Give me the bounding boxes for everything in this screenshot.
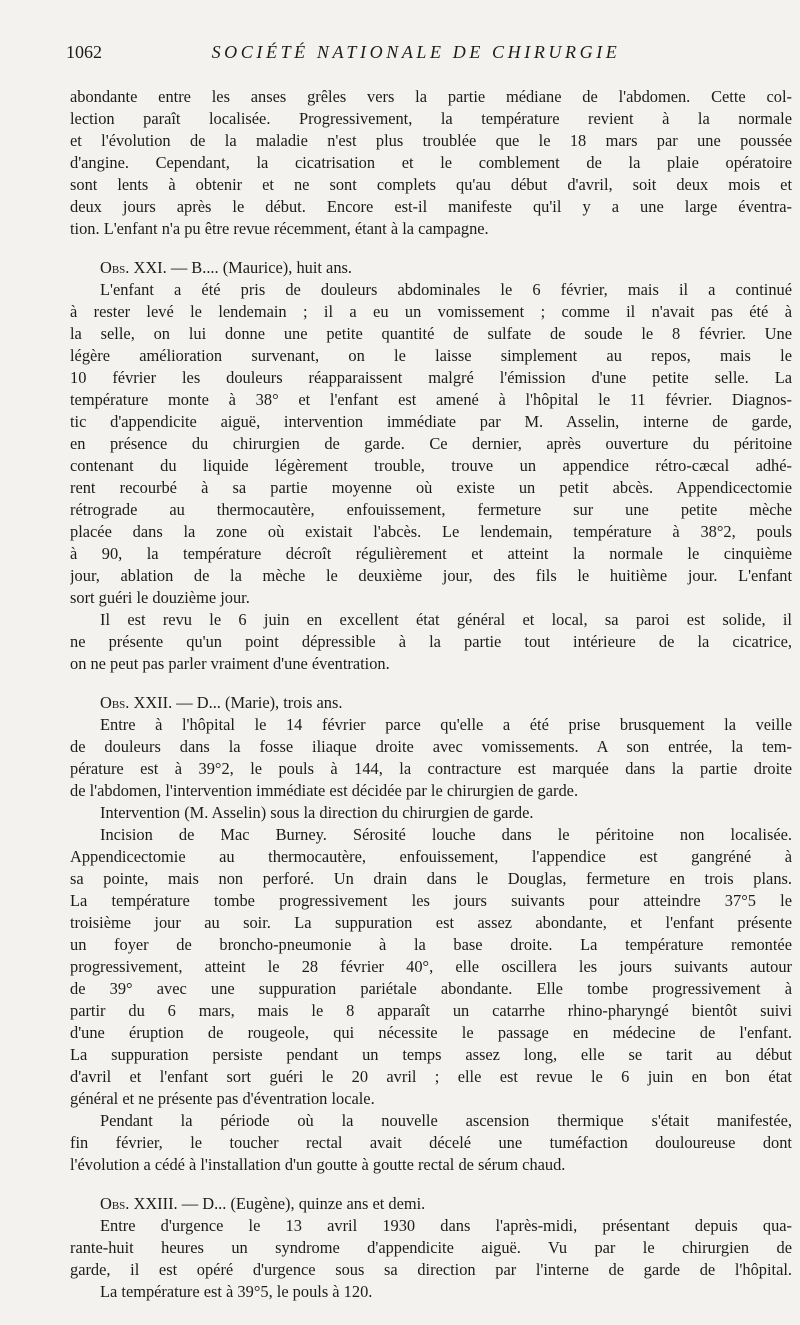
text-line: Appendicectomie au thermocautère, enfouissement, l'appendice est gangréné à (70, 847, 792, 866)
text-line: Intervention (M. Asselin) sous la direction du chirurgien de garde. (100, 803, 534, 822)
text-line: partir du 6 mars, mais le 8 apparaît un catarrhe rhino-pharyngé bientôt suivi (70, 1001, 792, 1020)
text-line: en présence du chirurgien de garde. Ce dernier, après ouverture du péritoine (70, 434, 792, 453)
page-header (66, 40, 766, 70)
text-line: sont lents à obtenir et ne sont complets qu'au début d'avril, soit deux mois et (70, 175, 792, 194)
text-line: température monte à 38° et l'enfant est amené à l'hôpital le 11 février. Diagnos- (70, 390, 792, 409)
observation-subject: — D... (Eugène), quinze ans et demi. (177, 1194, 426, 1213)
text-line: Pendant la période où la nouvelle ascension thermique s'était manifestée, (100, 1111, 792, 1130)
paragraph-gap (70, 1176, 792, 1193)
text-line: d'avril et l'enfant sort guéri le 20 avril ; elle est revue le 6 juin en bon état (70, 1067, 792, 1086)
observation-label: Obs. XXII. (100, 693, 173, 712)
observation-heading (70, 692, 792, 714)
paragraph-gap (70, 675, 792, 692)
text-line: fin février, le toucher rectal avait décelé une tuméfaction douloureuse dont (70, 1133, 792, 1152)
text-line: Incision de Mac Burney. Sérosité louche dans le péritoine non localisée. (100, 825, 792, 844)
text-line: jour, ablation de la mèche le deuxième jour, des fils le huitième jour. L'enfant (70, 566, 792, 585)
text-line: 10 février les douleurs réapparaissent malgré l'émission d'une petite selle. La (70, 368, 792, 387)
text-line: La suppuration persiste pendant un temps assez long, elle se tarit au début (70, 1045, 792, 1064)
paragraph-gap (70, 240, 792, 257)
text-line: La température tombe progressivement les jours suivants pour atteindre 37°5 le (70, 891, 792, 910)
text-line: deux jours après le début. Encore est-il manifeste qu'il y a une large éventra- (70, 197, 792, 216)
text-line: à rester levé le lendemain ; il a eu un vomissement ; comme il n'avait pas été à (70, 302, 792, 321)
text-line: et l'évolution de la maladie n'est plus troublée que le 18 mars par une poussée (70, 131, 792, 150)
text-line: Il est revu le 6 juin en excellent état général et local, sa paroi est solide, il (100, 610, 792, 629)
observation-label: Obs. XXI. (100, 258, 167, 277)
text-line: sort guéri le douzième jour. (70, 588, 250, 607)
text-line: la selle, on lui donne une petite quantité de sulfate de soude le 8 février. Une (70, 324, 792, 343)
text-line: abondante entre les anses grêles vers la partie médiane de l'abdomen. Cette col- (70, 87, 792, 106)
observation-label: Obs. XXIII. (100, 1194, 178, 1213)
text-line: légère amélioration survenant, on le laisse simplement au repos, mais le (70, 346, 792, 365)
text-line: de douleurs dans la fosse iliaque droite avec vomissements. A son entrée, la tem- (70, 737, 792, 756)
text-line: rante-huit heures un syndrome d'appendicite aiguë. Vu par le chirurgien de (70, 1238, 792, 1257)
text-line: contenant du liquide légèrement trouble, trouve un appendice rétro-cæcal adhé- (70, 456, 792, 475)
text-line: général et ne présente pas d'éventration locale. (70, 1089, 375, 1108)
text-line: l'évolution a cédé à l'installation d'un goutte à goutte rectal de sérum chaud. (70, 1155, 566, 1174)
text-line: de 39° avec une suppuration pariétale abondante. Elle tombe progressivement à (70, 979, 792, 998)
observation-subject: — B.... (Maurice), huit ans. (166, 258, 352, 277)
text-line: garde, il est opéré d'urgence sous sa direction par l'interne de garde de l'hôpital. (70, 1260, 792, 1279)
text-line: pérature est à 39°2, le pouls à 144, la contracture est marquée dans la partie droite (70, 759, 792, 778)
observation-subject: — D... (Marie), trois ans. (172, 693, 343, 712)
text-line: Entre d'urgence le 13 avril 1930 dans l'après-midi, présentant depuis qua- (100, 1216, 792, 1235)
text-line: La température est à 39°5, le pouls à 120. (100, 1282, 373, 1301)
text-line: d'une éruption de rougeole, qui nécessite le passage en médecine de l'enfant. (70, 1023, 792, 1042)
text-line: d'angine. Cependant, la cicatrisation et le comblement de la plaie opératoire (70, 153, 792, 172)
observation-heading (70, 257, 792, 279)
text-line: rent recourbé à sa partie moyenne où existe un petit abcès. Appendicectomie (70, 478, 792, 497)
text-line: de l'abdomen, l'intervention immédiate est décidée par le chirurgien de garde. (70, 781, 579, 800)
text-line: un foyer de broncho-pneumonie à la base droite. La température remontée (70, 935, 792, 954)
text-line: à 90, la température décroît régulièrement et atteint la normale le cinquième (70, 544, 792, 563)
text-line: tic d'appendicite aiguë, intervention immédiate par M. Asselin, interne de garde, (70, 412, 792, 431)
text-line: L'enfant a été pris de douleurs abdominales le 6 février, mais il a continué (100, 280, 792, 299)
text-line: placée dans la zone où existait l'abcès. Le lendemain, température à 38°2, pouls (70, 522, 792, 541)
text-line: lection paraît localisée. Progressivement, la température revient à la normale (70, 109, 792, 128)
text-line: Entre à l'hôpital le 14 février parce qu'elle a été prise brusquement la veille (100, 715, 792, 734)
text-line: tion. L'enfant n'a pu être revue récemment, étant à la campagne. (70, 219, 489, 238)
text-line: sa pointe, mais non perforé. Un drain dans le Douglas, fermeture en trois plans. (70, 869, 792, 888)
text-line: ne présente qu'un point dépressible à la partie tout intérieure de la cicatrice, (70, 632, 792, 651)
text-line: troisième jour au soir. La suppuration est assez abondante, et l'enfant présente (70, 913, 792, 932)
text-line: on ne peut pas parler vraiment d'une éventration. (70, 654, 390, 673)
running-title: SOCIÉTÉ NATIONALE DE CHIRURGIE (211, 42, 621, 62)
body-text (70, 86, 792, 1303)
page-number: 1062 (66, 42, 102, 62)
text-line: rétrograde au thermocautère, enfouissement, fermeture sur une petite mèche (70, 500, 792, 519)
text-line: progressivement, atteint le 28 février 40°, elle oscillera les jours suivants autour (70, 957, 792, 976)
observation-heading (70, 1193, 792, 1215)
